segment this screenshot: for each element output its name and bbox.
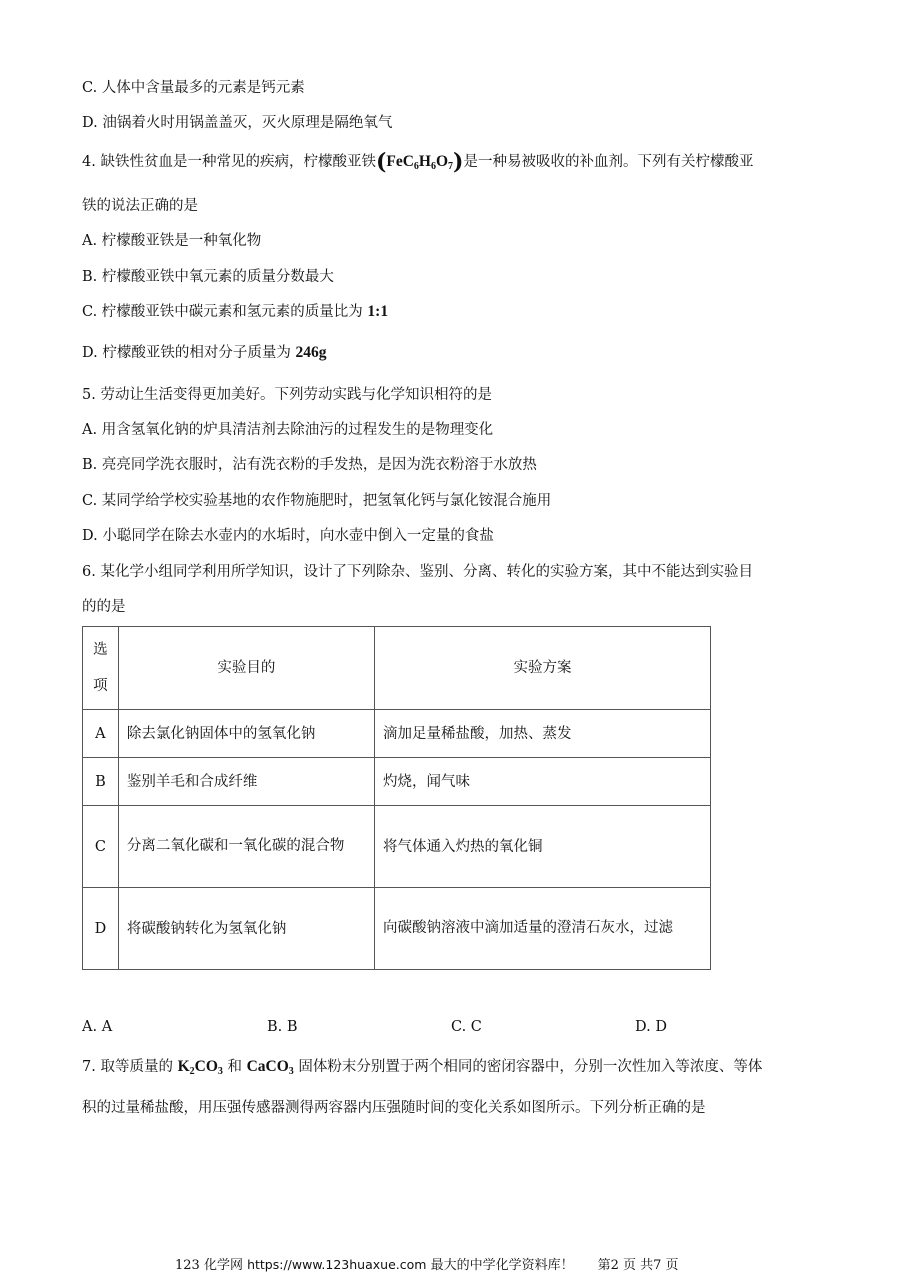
k2co3-formula: $K_2CO_3$ — [177, 1058, 223, 1077]
q6-choice-b: B. B — [267, 1019, 298, 1035]
footer-url[interactable]: https://www.123huaxue.com — [247, 1257, 427, 1272]
table-row — [83, 888, 711, 970]
q5-stem: 5. 劳动让生活变得更加美好。下列劳动实践与化学知识相符的是 — [82, 387, 492, 403]
molecular-mass-value: 246g — [295, 344, 327, 361]
header-goal: 实验目的 — [118, 627, 374, 710]
row-plan: 滴加足量稀盐酸，加热、蒸发 — [374, 710, 710, 758]
q4-option-a: A. 柠檬酸亚铁是一种氧化物 — [82, 233, 262, 249]
row-goal: 除去氯化钠固体中的氢氧化钠 — [118, 710, 374, 758]
page-footer — [175, 1256, 679, 1275]
row-plan: 向碳酸钠溶液中滴加适量的澄清石灰水，过滤 — [374, 888, 710, 970]
table-header-row — [83, 627, 711, 710]
q6-stem-line1: 6. 某化学小组同学利用所学知识，设计了下列除杂、鉴别、分离、转化的实验方案，其中不能达到实验目 — [82, 564, 753, 580]
q4-option-d: D. 柠檬酸亚铁的相对分子质量为 246g — [82, 344, 327, 361]
row-option: D — [83, 888, 119, 970]
mass-ratio-value: 1:1 — [367, 303, 389, 320]
row-plan: 将气体通入灼热的氧化铜 — [374, 806, 710, 888]
q5-option-d: D. 小聪同学在除去水壶内的水垢时，向水壶中倒入一定量的食盐 — [82, 528, 494, 544]
q4-stem-post: 是一种易被吸收的补血剂。下列有关柠檬酸亚 — [463, 154, 754, 170]
q5-option-a: A. 用含氢氧化钠的炉具清洁剂去除油污的过程发生的是物理变化 — [82, 422, 494, 438]
q3-option-d: D. 油锅着火时用锅盖盖灭，灭火原理是隔绝氧气 — [82, 115, 393, 131]
page-number: 第2 页 共7 页 — [597, 1258, 679, 1273]
q6-choice-d: D. D — [635, 1019, 667, 1035]
q5-option-b: B. 亮亮同学洗衣服时，沾有洗衣粉的手发热，是因为洗衣粉溶于水放热 — [82, 457, 537, 473]
row-plan: 灼烧，闻气味 — [374, 758, 710, 806]
header-option: 选 项 — [83, 627, 119, 710]
caco3-formula: CaCO$_3$ — [246, 1058, 294, 1077]
q5-option-c: C. 某同学给学校实验基地的农作物施肥时，把氢氧化钙与氯化铵混合施用 — [82, 493, 552, 509]
q7-stem-line2: 积的过量稀盐酸，用压强传感器测得两容器内压强随时间的变化关系如图所示。下列分析正确的是 — [82, 1100, 706, 1116]
q3-option-c: C. 人体中含量最多的元素是钙元素 — [82, 80, 305, 96]
open-paren: ( — [375, 149, 387, 175]
q6-stem-line2: 的的是 — [82, 599, 126, 615]
q4-stem-line2: 铁的说法正确的是 — [82, 198, 198, 214]
ferrous-citrate-formula: $FeC_6H_6O_7$ — [386, 153, 454, 172]
q4-option-c: C. 柠檬酸亚铁中碳元素和氢元素的质量比为 1:1 — [82, 303, 389, 320]
q6-experiment-table — [82, 626, 711, 970]
table-row — [83, 710, 711, 758]
q4-stem — [82, 149, 754, 177]
table-row — [83, 758, 711, 806]
q4-option-b: B. 柠檬酸亚铁中氧元素的质量分数最大 — [82, 269, 334, 285]
q6-choice-c: C. C — [451, 1019, 482, 1035]
row-option: B — [83, 758, 119, 806]
row-goal: 鉴别羊毛和合成纤维 — [118, 758, 374, 806]
row-goal: 分离二氧化碳和一氧化碳的混合物 — [118, 806, 374, 888]
row-goal: 将碳酸钠转化为氢氧化钠 — [118, 888, 374, 970]
q7-stem: 7. 取等质量的 $K_2CO_3$ 和 CaCO$_3$ 固体粉末分别置于两个相同的密闭容器中，分别一次性加入等浓度、等体 — [82, 1058, 763, 1077]
footer-site: 123 化学网 — [175, 1258, 248, 1273]
close-paren: ) — [453, 149, 464, 175]
header-plan: 实验方案 — [374, 627, 710, 710]
table-row — [83, 806, 711, 888]
row-option: C — [83, 806, 119, 888]
row-option: A — [83, 710, 119, 758]
footer-slogan: 最大的中学化学资料库！ — [426, 1258, 574, 1273]
q4-stem-pre: 4. 缺铁性贫血是一种常见的疾病，柠檬酸亚铁 — [82, 154, 376, 170]
q6-choice-a: A. A — [82, 1019, 113, 1035]
